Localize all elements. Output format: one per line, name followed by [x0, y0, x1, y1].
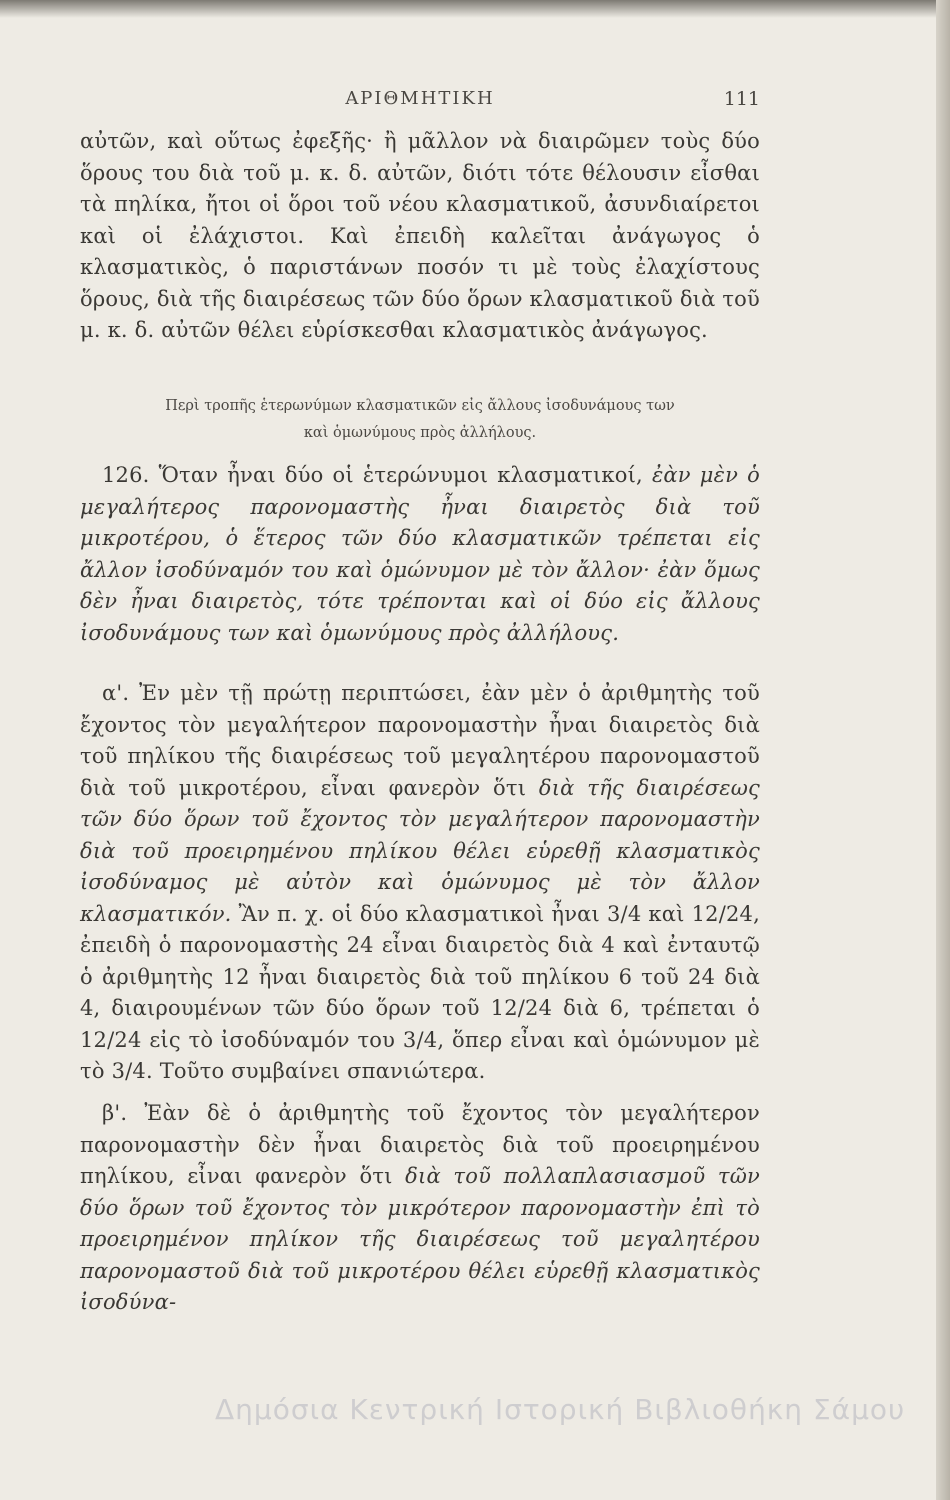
section-heading — [80, 393, 760, 447]
paragraph-beta-rule: διὰ τοῦ πολλαπλασιασμοῦ τῶν δύο ὅρων τοῦ ἔχοντος τὸν μικρότερον παρονομαστὴν ἐπὶ τὸ προειρημένον πηλίκον τῆς διαιρέσεως τοῦ μεγαλητέρου παρονομαστοῦ διὰ τοῦ μικροτέρου θέλει εὑρεθῇ κλασματικὸς ἰσοδύνα- — [80, 1164, 760, 1314]
case-label-beta: β'. — [102, 1101, 128, 1125]
paragraph-alpha-text-4: διὰ 6, τρέπεται ὁ — [563, 996, 760, 1020]
case-label-alpha: α'. — [102, 681, 130, 705]
paragraph-alpha-text-5: εἰς τὸ ἰσοδύναμόν του — [149, 1027, 396, 1052]
section-heading-line-2: καὶ ὁμωνύμους πρὸς ἀλλήλους. — [303, 425, 537, 441]
paragraph-alpha-text-6: , ὅπερ εἶναι καὶ ὁμώνυμον μὲ τὸ — [80, 1027, 760, 1083]
paragraph-126-rule: ἐὰν μὲν ὁ μεγαλήτερος παρονομαστὴς ἦναι διαιρετὸς διὰ τοῦ μικροτέρου, ὁ ἕτερος τῶν δύο κλασματικῶν τρέπεται εἰς ἄλλον ἰσοδύναμόν του καὶ ὁμώνυμον μὲ τὸν ἄλλον· ἐὰν ὅμως δὲν ἦναι διαιρετὸς, τότε τρέπονται καὶ οἱ δύο εἰς ἄλλους ἰσοδυνάμους των καὶ ὁμωνύμους πρὸς ἀλλήλους. — [80, 463, 760, 645]
paragraph-126 — [80, 460, 760, 649]
top-edge-shadow — [0, 0, 950, 18]
conjunction: καὶ — [648, 901, 685, 926]
paragraph-alpha-text-7: . Τοῦτο συμβαίνει σπανιώτερα. — [145, 1059, 486, 1083]
paragraph-alpha-text-2: Ἂν π. χ. οἱ δύο κλασματικοὶ ἦναι — [238, 901, 600, 926]
paragraph-alpha-rule: διὰ τῆς διαιρέσεως τῶν δύο ὅρων τοῦ ἔχοντος τὸν μεγαλήτερον παρονομαστὴν διὰ τοῦ προειρημένου πηλίκου θέλει εὑρεθῇ κλασματικὸς ἰσοδύναμος μὲ αὐτὸν καὶ ὁμώνυμος μὲ τὸν ἄλλον κλασματικόν. — [80, 775, 760, 926]
running-header — [80, 88, 760, 118]
running-title: ΑΡΙΘΜΗΤΙΚΗ — [345, 88, 495, 109]
paragraph-126-text: Ὅταν ἦναι δύο οἱ ἑτερώνυμοι κλασματικοί, — [158, 463, 643, 487]
fraction-3-4: 3/4 — [607, 901, 642, 926]
library-watermark: Δημόσια Κεντρική Ιστορική Βιβλιοθήκη Σάμου — [215, 1393, 906, 1426]
paragraph-number: 126. — [102, 463, 150, 487]
paragraph-1: αὐτῶν, καὶ οὕτως ἐφεξῆς· ἢ μᾶλλον νὰ διαιρῶμεν τοὺς δύο ὅρους του διὰ τοῦ μ. κ. δ. αὐτῶν, διότι τότε θέλουσιν εἶσθαι τὰ πηλίκα, ἤτοι οἱ ὅροι τοῦ νέου κλασματικοῦ, ἀσυνδιαίρετοι καὶ οἱ ἐλάχιστοι. Καὶ ἐπειδὴ καλεῖται ἀνάγωγος ὁ κλασματικὸς, ὁ παριστάνων ποσόν τι μὲ τοὺς ἐλαχίστους ὅρους, διὰ τῆς διαιρέσεως τῶν δύο ὅρων κλασματικοῦ διὰ τοῦ μ. κ. δ. αὐτῶν θέλει εὑρίσκεσθαι κλασματικὸς ἀνάγωγος. — [80, 129, 760, 342]
paragraph-alpha — [80, 678, 760, 1088]
paragraph-beta-text: Ἐὰν δὲ ὁ ἀριθμητὴς τοῦ ἔχοντος τὸν μεγαλήτερον παρονομαστὴν δὲν ἦναι διαιρετὸς διὰ τοῦ προειρημένου πηλίκου, εἶναι φανερὸν ὅτι — [80, 1101, 760, 1188]
paragraph-alpha-text-1: Ἐν μὲν τῇ πρώτῃ περιπτώσει, ἐὰν μὲν ὁ ἀριθμητὴς τοῦ ἔχοντος τὸν μεγαλήτερον παρονομαστὴν ἦναι διαιρετὸς διὰ τοῦ πηλίκου τῆς διαιρέσεως τοῦ μεγαλητέρου παρονομαστοῦ διὰ τοῦ μικροτέρου, εἶναι φανερὸν ὅτι — [80, 681, 760, 800]
page-number: 111 — [723, 88, 760, 110]
fraction-12-24-c: 12/24 — [80, 1027, 142, 1052]
paragraph-alpha-text-3: , ἐπειδὴ ὁ παρονομαστὴς 24 εἶναι διαιρετὸς διὰ 4 καὶ ἐνταυτῷ ὁ ἀριθμητὴς 12 ἦναι διαιρετὸς διὰ τοῦ πηλίκου 6 τοῦ 24 διὰ 4, διαιρουμένων τῶν δύο ὅρων τοῦ — [80, 901, 760, 1020]
section-heading-line-1: Περὶ τροπῆς ἑτερωνύμων κλασματικῶν εἰς ἄλλους ἰσοδυνάμους των — [165, 398, 675, 414]
fraction-12-24: 12/24 — [691, 901, 754, 926]
paragraph-beta — [80, 1098, 760, 1319]
fraction-3-4-c: 3/4 — [111, 1059, 146, 1083]
fraction-3-4-b: 3/4 — [402, 1027, 438, 1052]
fraction-12-24-b: 12/24 — [490, 996, 553, 1020]
page-edge — [936, 0, 950, 1500]
